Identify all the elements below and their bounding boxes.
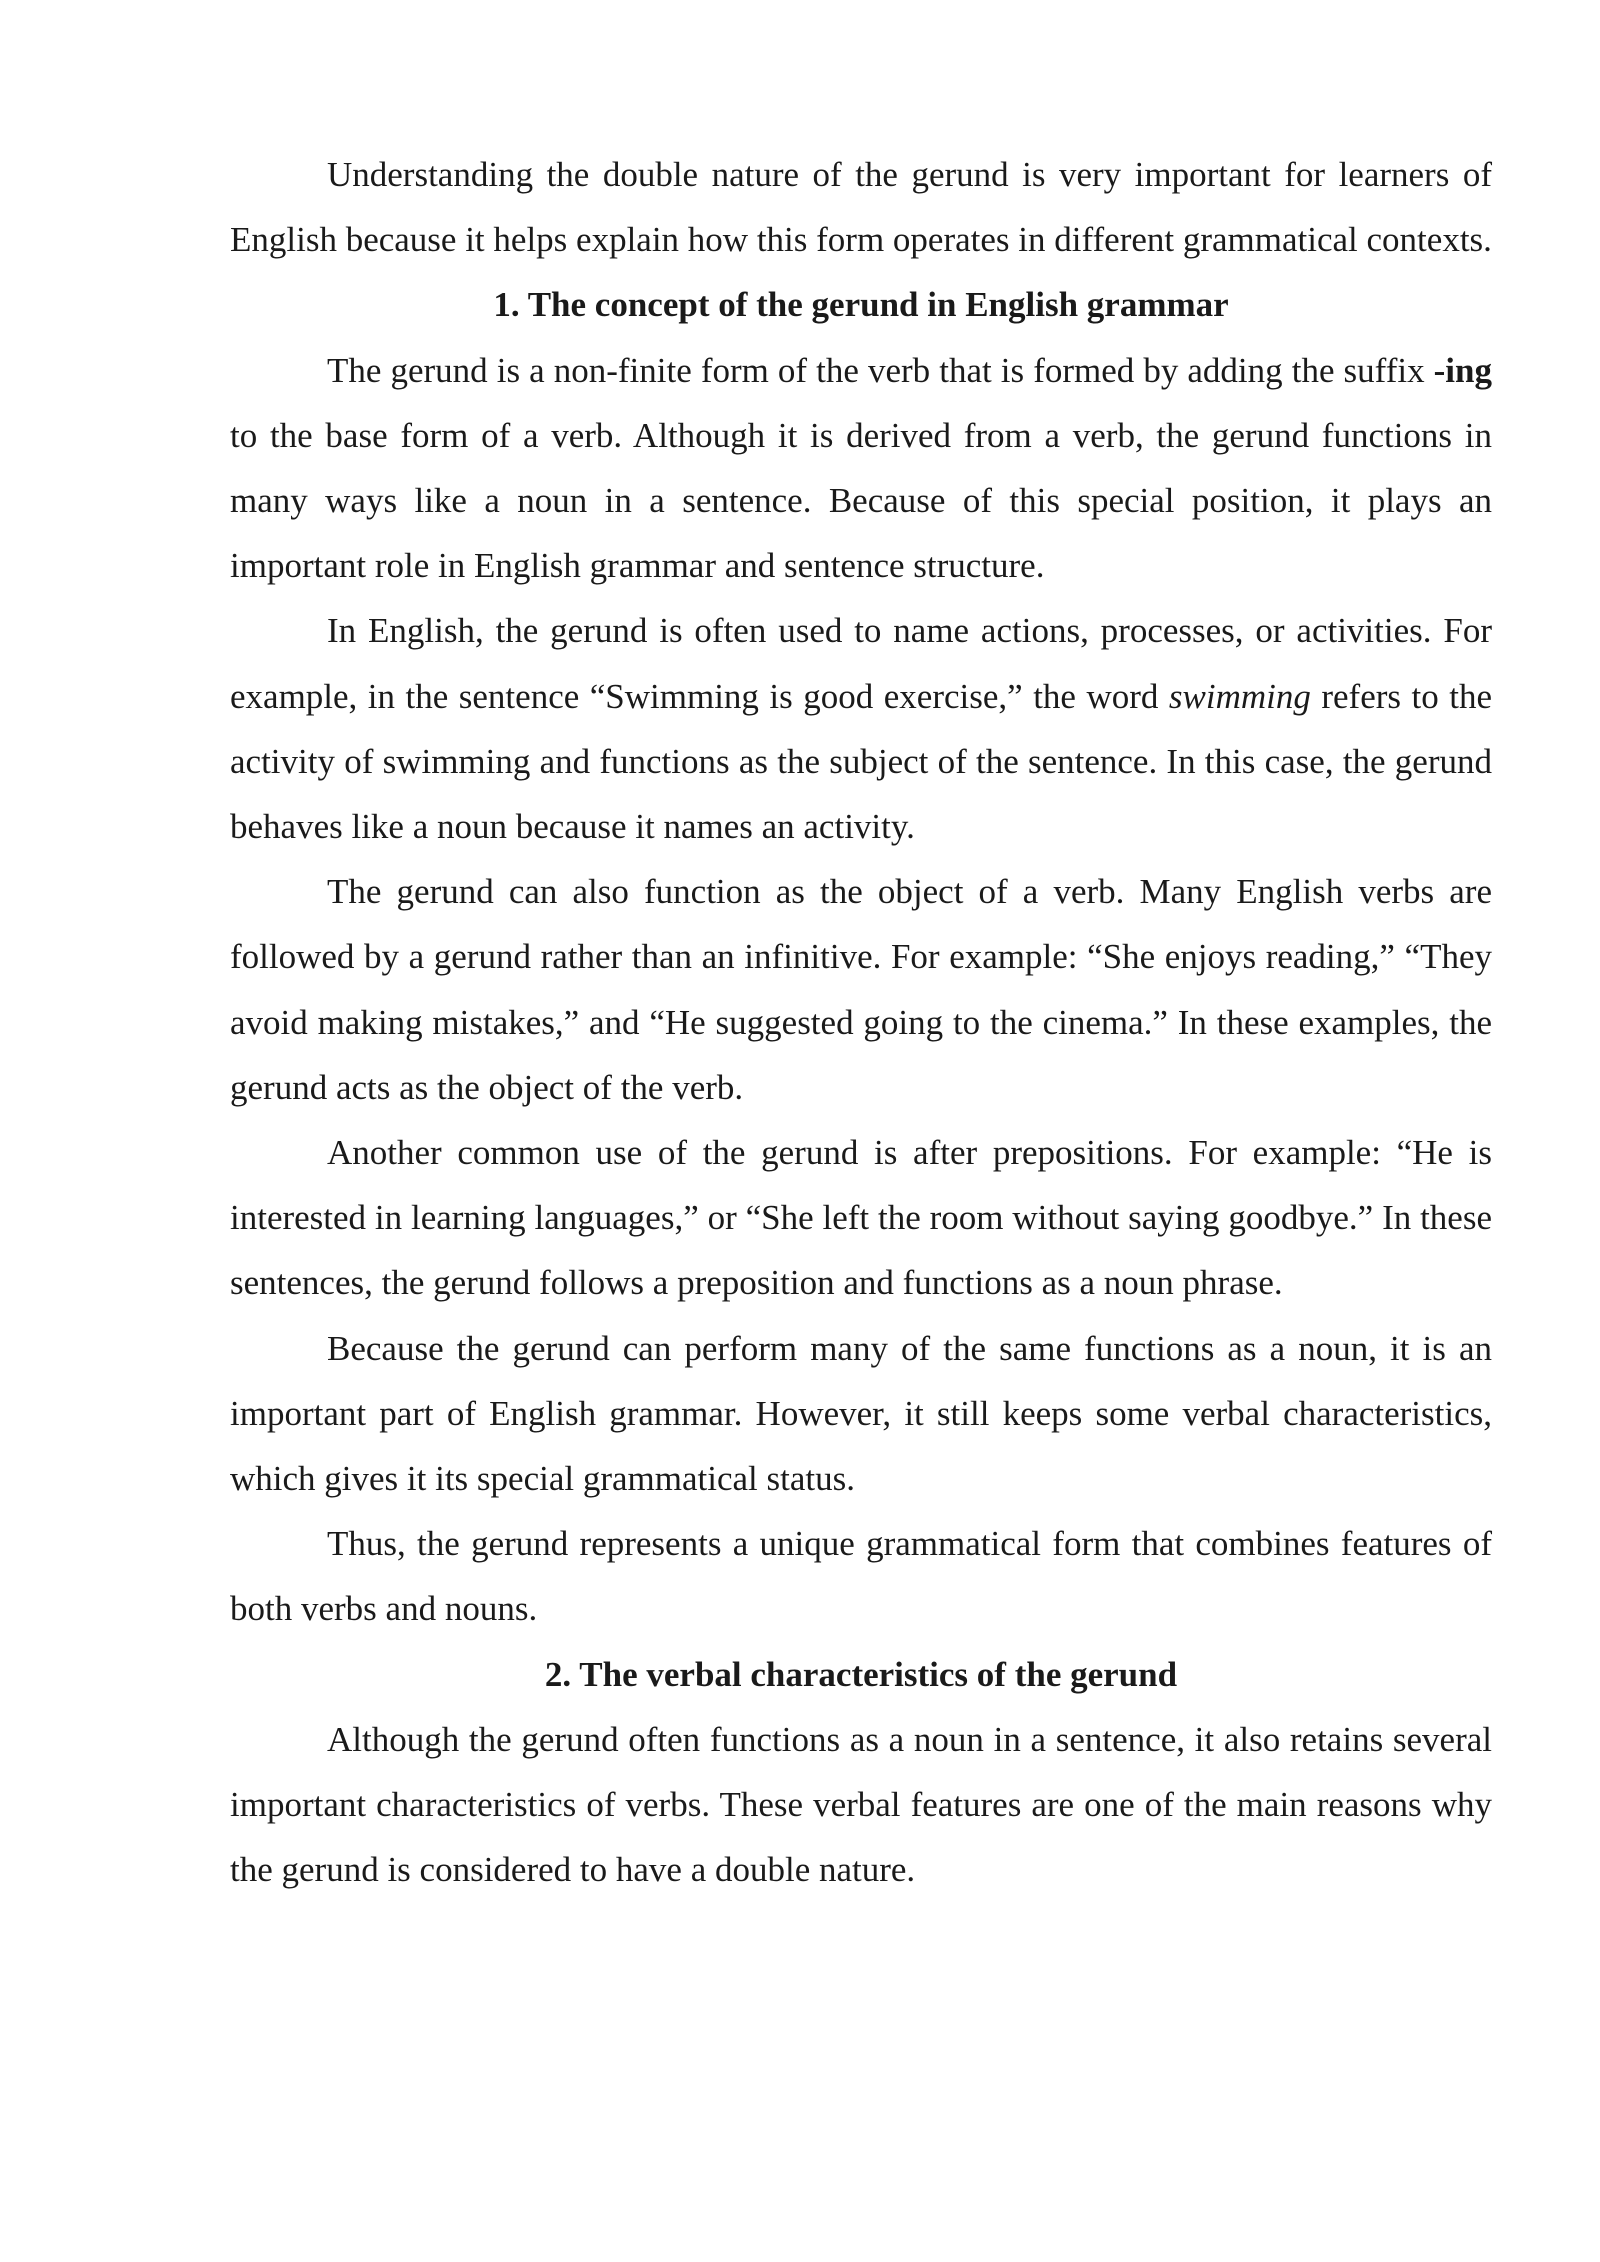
verbal-characteristics-paragraph bbox=[230, 1707, 1492, 1903]
subject-text-a: In English, the gerund is often used to name actions, processes, or activities. For example, in the sentence “Swimming is good exercise,” the word bbox=[230, 611, 1492, 716]
preposition-text: Another common use of the gerund is after prepositions. For example: “He is interested in learning languages,” or “She left the room without saying goodbye.” In these sentences, the gerund follows a preposition and functions as a noun phrase. bbox=[230, 1133, 1492, 1303]
suffix-term: -ing bbox=[1433, 350, 1492, 390]
intro-text: Understanding the double nature of the gerund is very important for learners of English because it helps explain how this form operates in different grammatical contexts. bbox=[230, 155, 1492, 260]
gerund-preposition-paragraph bbox=[230, 1120, 1492, 1316]
subject-text-b: refers to the activity of swimming and functions as the subject of the sentence. In this case, the gerund behaves like a noun because it names an activity. bbox=[230, 676, 1492, 847]
gerund-subject-paragraph bbox=[230, 598, 1492, 859]
definition-text-b: to the base form of a verb. Although it is derived from a verb, the gerund functions in many ways like a noun in a sentence. Because of this special position, it plays an important role in English grammar and sentence structure. bbox=[230, 415, 1492, 586]
section-heading-2: 2. The verbal characteristics of the gerund bbox=[544, 1654, 1178, 1694]
definition-text-a: The gerund is a non-finite form of the verb that is formed by adding the suffix bbox=[327, 350, 1434, 390]
section-heading-1: 1. The concept of the gerund in English grammar bbox=[493, 285, 1229, 325]
summary-text: Thus, the gerund represents a unique grammatical form that combines features of both verbs and nouns. bbox=[230, 1524, 1492, 1629]
document-page bbox=[230, 142, 1492, 1902]
gerund-summary-paragraph bbox=[230, 1511, 1492, 1641]
object-text: The gerund can also function as the object of a verb. Many English verbs are followed by a gerund rather than an infinitive. For example: “She enjoys reading,” “They avoid making mistakes,” and “He suggested going to the cinema.” In these examples, the gerund acts as the object of the verb. bbox=[230, 872, 1492, 1107]
noun-functions-text: Because the gerund can perform many of the same functions as a noun, it is an important part of English grammar. However, it still keeps some verbal characteristics, which gives it its special grammatical status. bbox=[230, 1328, 1492, 1499]
gerund-noun-functions-paragraph bbox=[230, 1316, 1492, 1512]
intro-paragraph bbox=[230, 142, 1492, 272]
verbal-text: Although the gerund often functions as a noun in a sentence, it also retains several important characteristics of verbs. These verbal features are one of the main reasons why the gerund is considered to have a double nature. bbox=[230, 1719, 1492, 1890]
gerund-object-paragraph bbox=[230, 859, 1492, 1120]
example-word: swimming bbox=[1168, 676, 1311, 716]
gerund-definition-paragraph bbox=[230, 338, 1492, 599]
